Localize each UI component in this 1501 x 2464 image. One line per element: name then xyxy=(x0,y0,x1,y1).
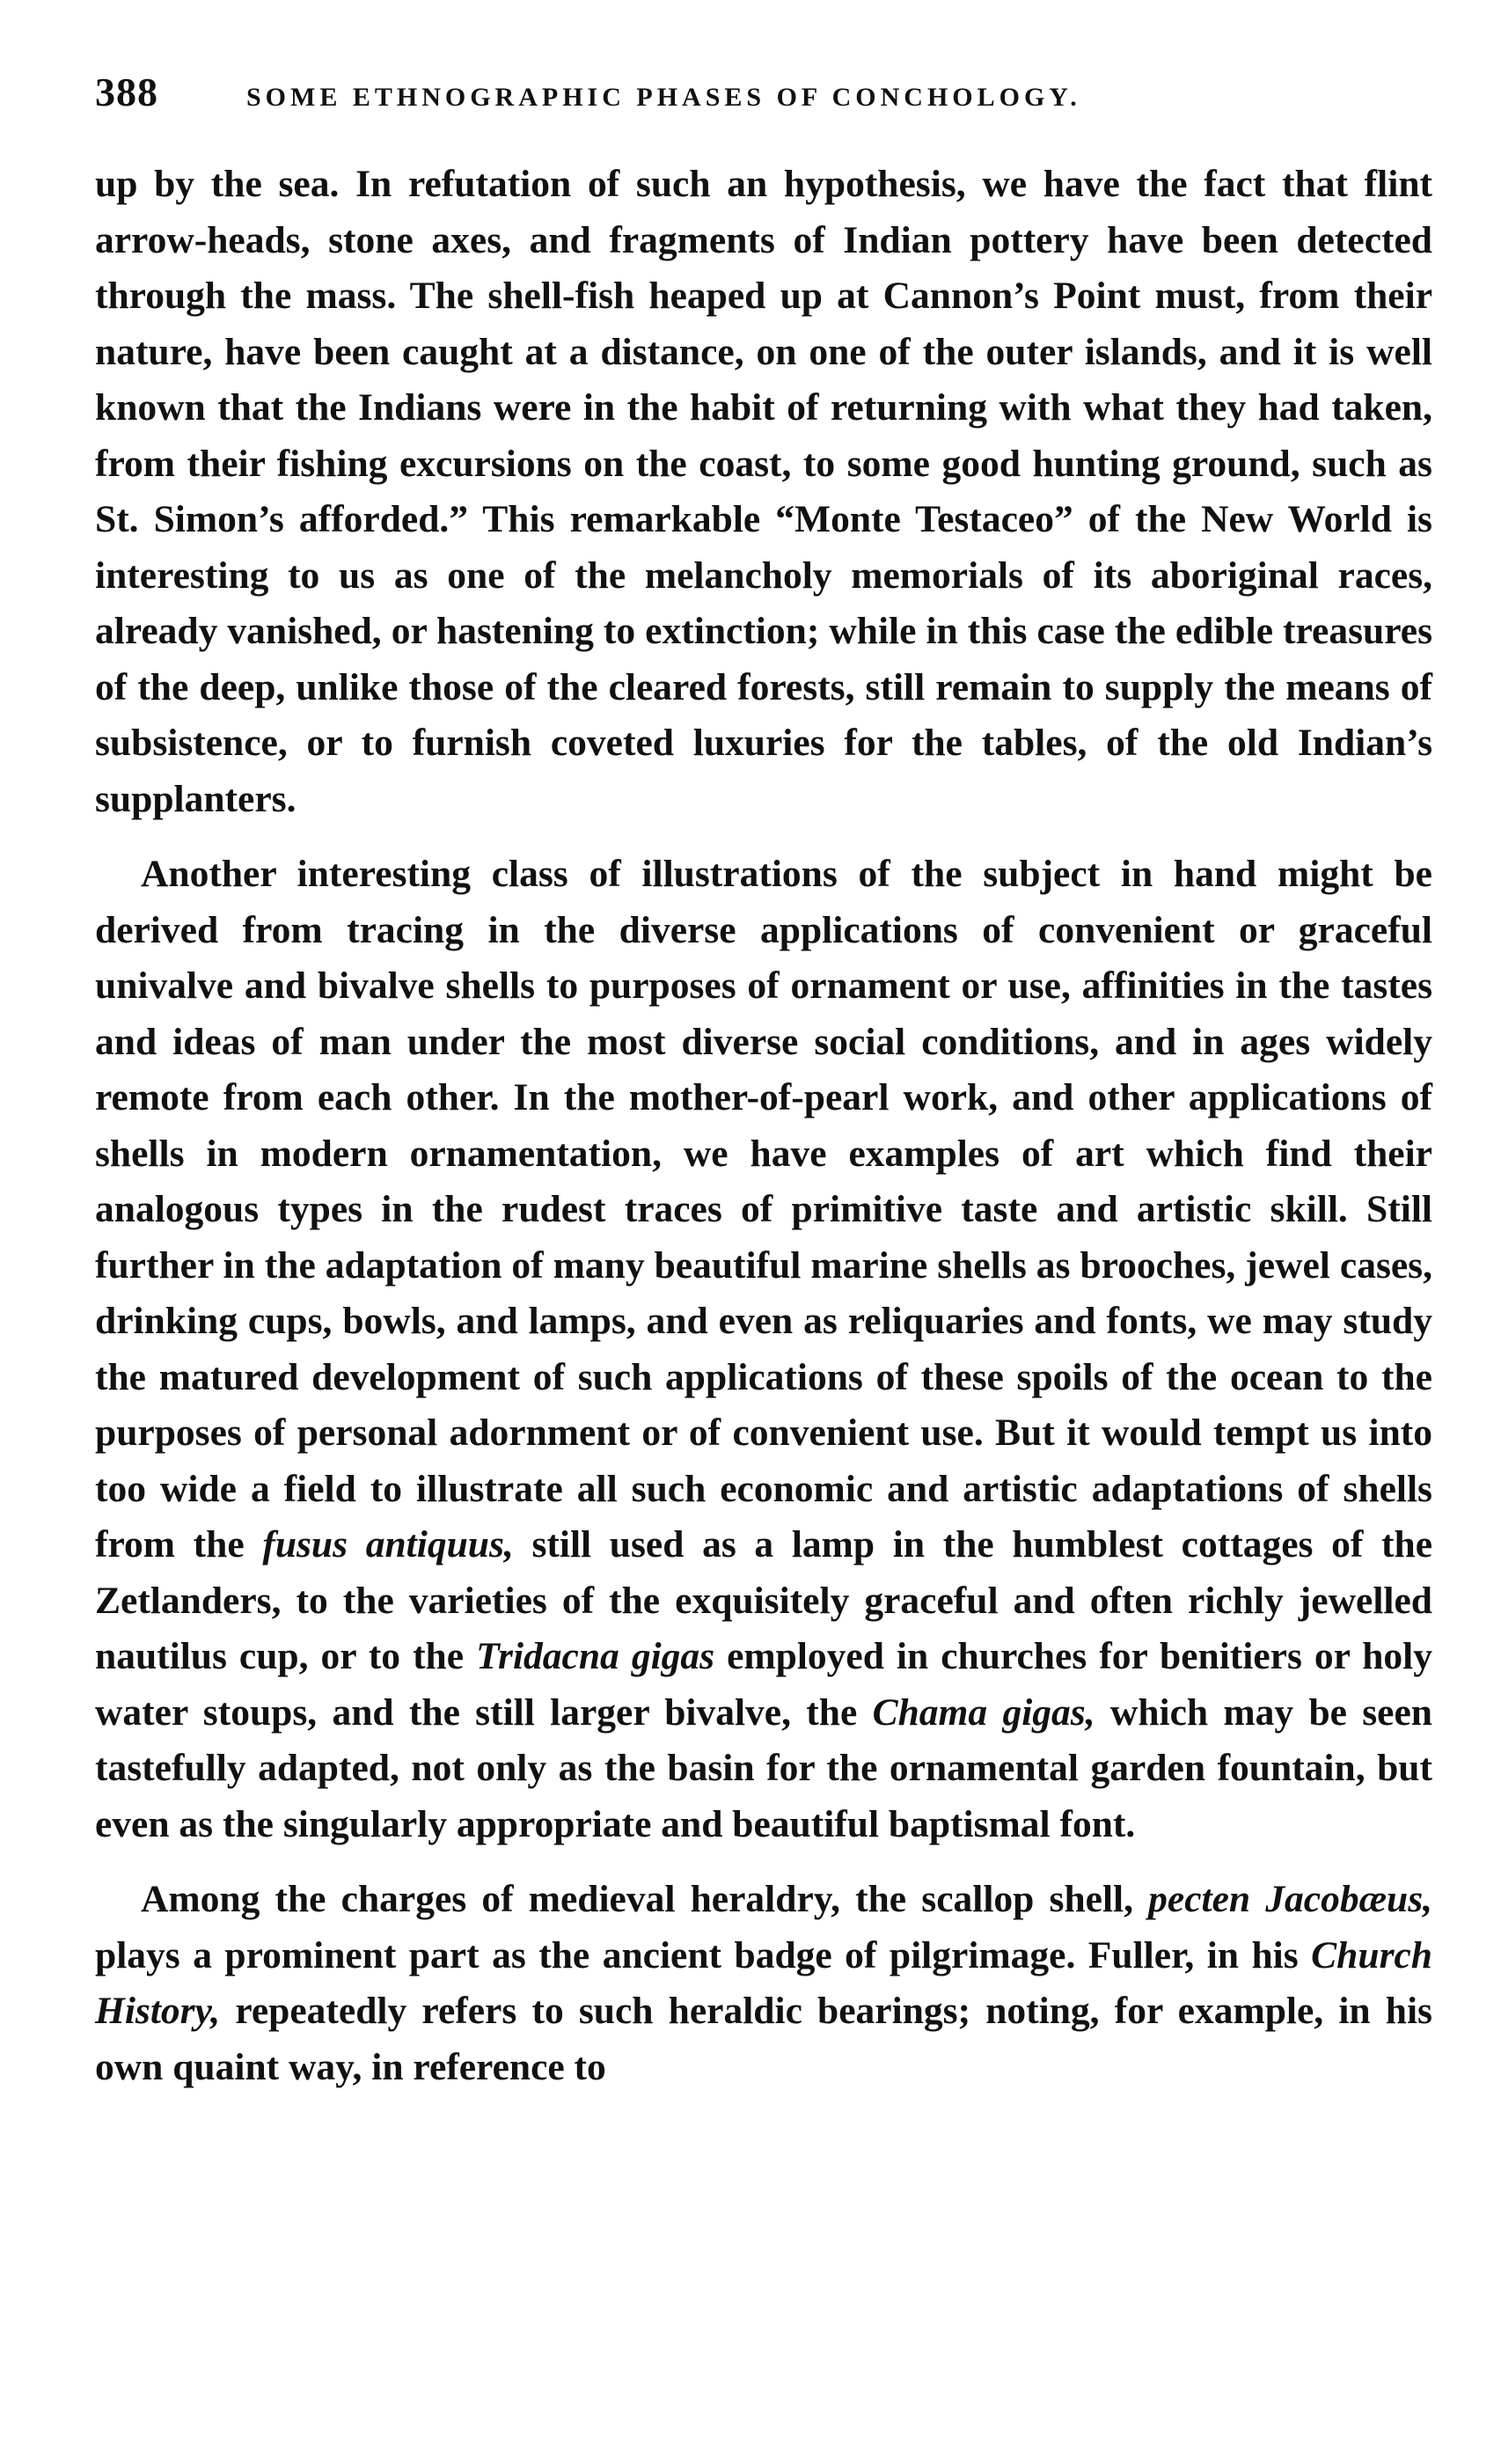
page-number: 388 xyxy=(95,70,158,114)
paragraph-2-text-2: still used as a lamp in the humblest cottages of the Zetlanders, to the varieties of the exquisitely graceful and often richly jewelled nautilus cup, or to the xyxy=(95,1523,1433,1677)
paragraph-3-text-1: Among the charges of medieval heraldry, the scallop shell, xyxy=(141,1878,1149,1920)
paragraph-2-text-4: which may be seen tastefully adapted, not only as the basin for the ornamental garden fountain, but even as the singularly appropriate and beautiful baptismal font. xyxy=(95,1690,1432,1845)
species-tridacna-gigas: Tridacna gigas xyxy=(476,1635,715,1677)
paragraph-3 xyxy=(95,1872,1432,2095)
paragraph-1 xyxy=(95,157,1432,827)
running-title: SOME ETHNOGRAPHIC PHASES OF CONCHOLOGY. xyxy=(246,83,1081,112)
paragraph-3-text-3: repeatedly refers to such heraldic bearings; noting, for example, in his own quaint way, in reference to xyxy=(95,1990,1432,2088)
species-fusus-antiquus: fusus antiquus, xyxy=(262,1523,514,1566)
paragraph-2-text-3: employed in churches for benitiers or holy water stoups, and the still larger bivalve, the xyxy=(95,1635,1432,1734)
paragraph-2-text-1: Another interesting class of illustrations of the subject in hand might be derived from tracing in the diverse applications of convenient or graceful univalve and bivalve shells to purposes of ornament or use, affinities in the tastes and ideas of man under the most diverse social conditions, and in ages widely remote from each other. In the mother-of-pearl work, and other applications of shells in modern ornamentation, we have examples of art which find their analogous types in the rudest traces of primitive taste and artistic skill. Still further in the adaptation of many beautiful marine shells as brooches, jewel cases, drinking cups, bowls, and lamps, and even as reliquaries and fonts, we may study the matured development of such applications of these spoils of the ocean to the purposes of personal adornment or of convenient use. But it would tempt us into too wide a field to illustrate all such economic and artistic adaptations of shells from the xyxy=(95,853,1432,1566)
species-chama-gigas: Chama gigas, xyxy=(872,1690,1095,1734)
paragraph-2 xyxy=(95,847,1432,1852)
species-pecten-jacobaeus: pecten Jacobæus, xyxy=(1148,1878,1432,1920)
body-text xyxy=(95,157,1432,2095)
paragraph-1-text: up by the sea. In refutation of such an hypothesis, we have the fact that flint arrow-heads, stone axes, and fragments of Indian pottery have been detected through the mass. The shell-fish heaped up at Cannon’s Point must, from their nature, have been caught at a distance, on one of the outer islands, and it is well known that the Indians were in the habit of returning with what they had taken, from their fishing excursions on the coast, to some good hunting ground, such as St. Simon’s afforded.” This remarkable “Monte Testaceo” of the New World is interesting to us as one of the melancholy memorials of its aboriginal races, already vanished, or hastening to extinction; while in this case the edible treasures of the deep, unlike those of the cleared forests, still remain to supply the means of subsistence, or to furnish coveted luxuries for the tables, of the old Indian’s supplanters. xyxy=(95,163,1432,820)
paragraph-3-text-2: plays a prominent part as the ancient badge of pilgrimage. Fuller, in his xyxy=(95,1933,1312,1976)
book-title-church-history: Church History, xyxy=(95,1933,1432,2032)
running-head xyxy=(95,69,1432,121)
